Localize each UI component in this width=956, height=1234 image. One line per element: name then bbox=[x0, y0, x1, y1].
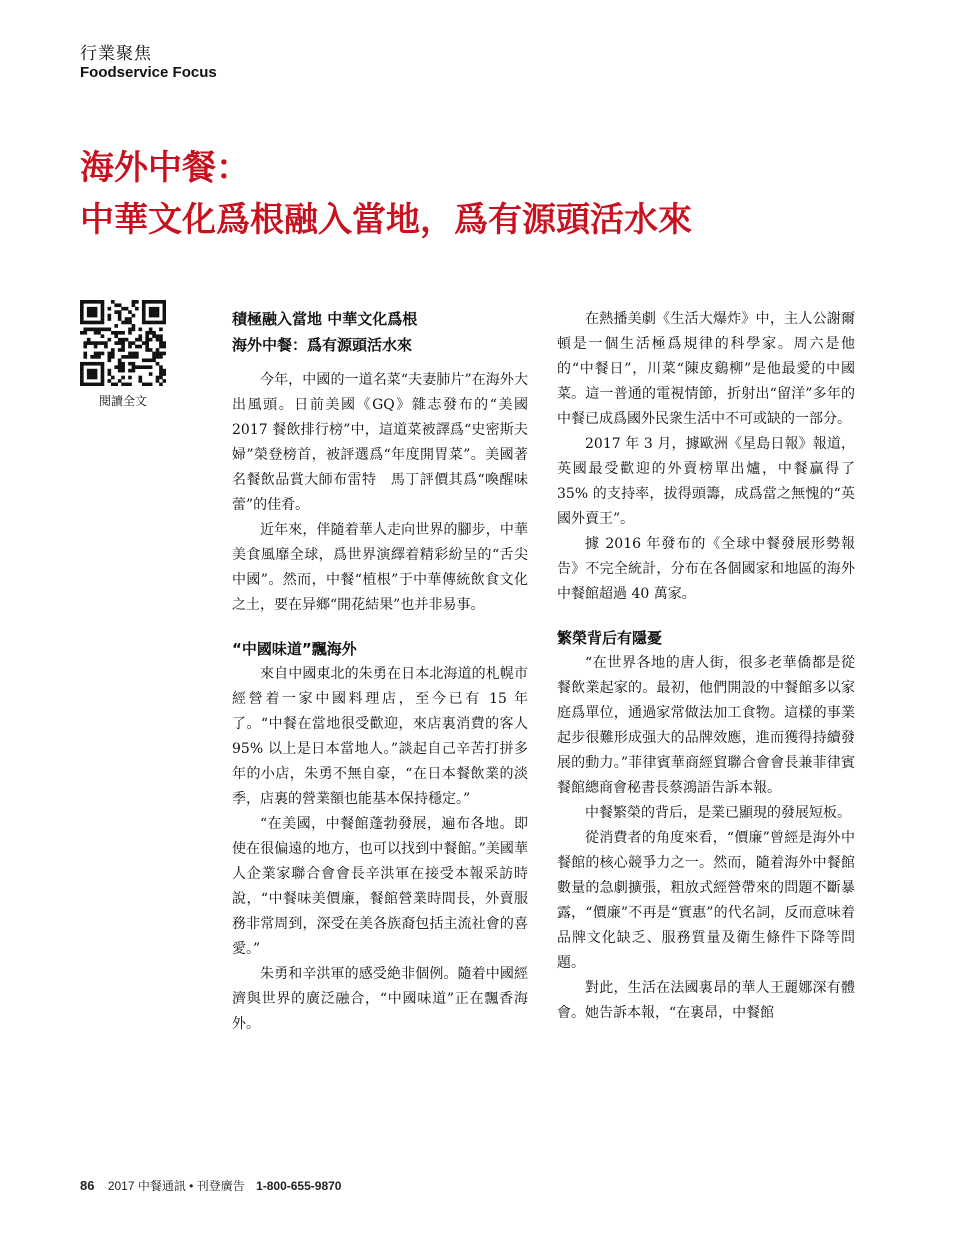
paragraph: 朱勇和辛洪軍的感受絶非個例。隨着中國經濟與世界的廣泛融合，“中國味道”正在飄香海外。 bbox=[232, 966, 528, 1032]
subheading: 積極融入當地 中華文化爲根 bbox=[232, 310, 418, 328]
headline bbox=[80, 142, 692, 246]
headline-line-2: 中華文化爲根融入當地，爲有源頭活水來 bbox=[80, 200, 692, 240]
paragraph: 2017 年 3 月，據歐洲《星島日報》報道，英國最受歡迎的外賣榜單出爐，中餐贏得了 35% 的支持率，拔得頭籌，成爲當之無愧的“英國外賣王”。 bbox=[557, 436, 855, 527]
section-tag bbox=[80, 44, 217, 82]
section-title-zh: 行業聚焦 bbox=[80, 44, 152, 64]
paragraph: 在熱播美劇《生活大爆炸》中，主人公謝爾頓是一個生活極爲規律的科學家。周六是他的“中餐日”，川菜“陳皮鷄柳”是他最愛的中國菜。這一普通的電視情節，折射出“留洋”多年的中餐已成爲國外民衆生活中不可或缺的一部分。 bbox=[557, 311, 855, 427]
page-footer bbox=[80, 1177, 341, 1194]
paragraph: 中餐繁榮的背后，是業已顯現的發展短板。 bbox=[585, 805, 851, 821]
subheading: 海外中餐：爲有源頭活水來 bbox=[232, 336, 413, 354]
paragraph: 近年來，伴隨着華人走向世界的腳步，中華美食風靡全球，爲世界演繹着精彩紛呈的“舌尖中國”。然而，中餐“植根”于中華傳統飲食文化之土，要在异鄉“開花結果”也并非易事。 bbox=[232, 522, 528, 613]
article-column-2 bbox=[557, 307, 855, 1026]
section-title-en: Foodservice Focus bbox=[80, 64, 217, 81]
paragraph: 對此，生活在法國裏昂的華人王麗娜深有體會。她告訴本報，“在裏昂，中餐館 bbox=[557, 980, 855, 1021]
phone-number: 1-800-655-9870 bbox=[256, 1179, 342, 1193]
paragraph: 今年，中國的一道名菜“夫妻肺片”在海外大出風頭。日前美國《GQ》雜志發布的“美國 2017 餐飲排行榜”中，這道菜被譯爲“史密斯夫婦”榮登榜首，被評選爲“年度開胃菜”。美國著名餐飲品賞大師布雷特 馬丁評價其爲“喚醒味蕾”的佳肴。 bbox=[232, 372, 528, 513]
qr-caption: 閱讀全文 bbox=[98, 394, 147, 408]
subheading: 繁榮背后有隱憂 bbox=[557, 629, 663, 647]
paragraph: “在世界各地的唐人街，很多老華僑都是從餐飲業起家的。最初，他們開設的中餐館多以家庭爲單位，通過家常做法加工食物。這樣的事業起步很難形成强大的品牌效應，進而獲得持續發展的動力。”菲律賓華商經貿聯合會會長兼菲律賓餐館總商會秘書長蔡鴻語告訴本報。 bbox=[557, 655, 855, 796]
publication-info: 2017 中餐通訊 • 刊登廣告 bbox=[107, 1179, 245, 1193]
headline-line-1: 海外中餐： bbox=[80, 148, 250, 188]
paragraph: 來自中國東北的朱勇在日本北海道的札幌市經營着一家中國料理店，至今已有 15 年了。“中餐在當地很受歡迎，來店裏消費的客人 95% 以上是日本當地人。”談起自己辛苦打拼多年的小店，朱勇不無自豪，“在日本餐飲業的淡季，店裏的營業額也能基本保持穩定。” bbox=[232, 666, 528, 807]
paragraph: 據 2016 年發布的《全球中餐發展形勢報告》不完全統計，分布在各個國家和地區的海外中餐館超過 40 萬家。 bbox=[557, 536, 855, 602]
paragraph: 從消費者的角度來看，“價廉”曾經是海外中餐館的核心競爭力之一。然而，隨着海外中餐館數量的急劇擴張，粗放式經營帶來的問題不斷暴露，“價廉”不再是“實惠”的代名詞，反而意味着品牌文化缺乏、服務質量及衛生條件下降等問題。 bbox=[557, 830, 855, 971]
subheading: “中國味道”飄海外 bbox=[232, 640, 357, 658]
qr-code-icon[interactable] bbox=[80, 300, 166, 386]
article-column-1 bbox=[232, 306, 528, 1037]
paragraph: “在美國，中餐館蓬勃發展，遍布各地。即使在很偏遠的地方，也可以找到中餐館。”美國華人企業家聯合會會長辛洪軍在接受本報采訪時說，“中餐味美價廉，餐館營業時間長，外賣服務非常周到，深受在美各族裔包括主流社會的喜愛。” bbox=[232, 816, 528, 957]
page-number: 86 bbox=[80, 1178, 95, 1193]
